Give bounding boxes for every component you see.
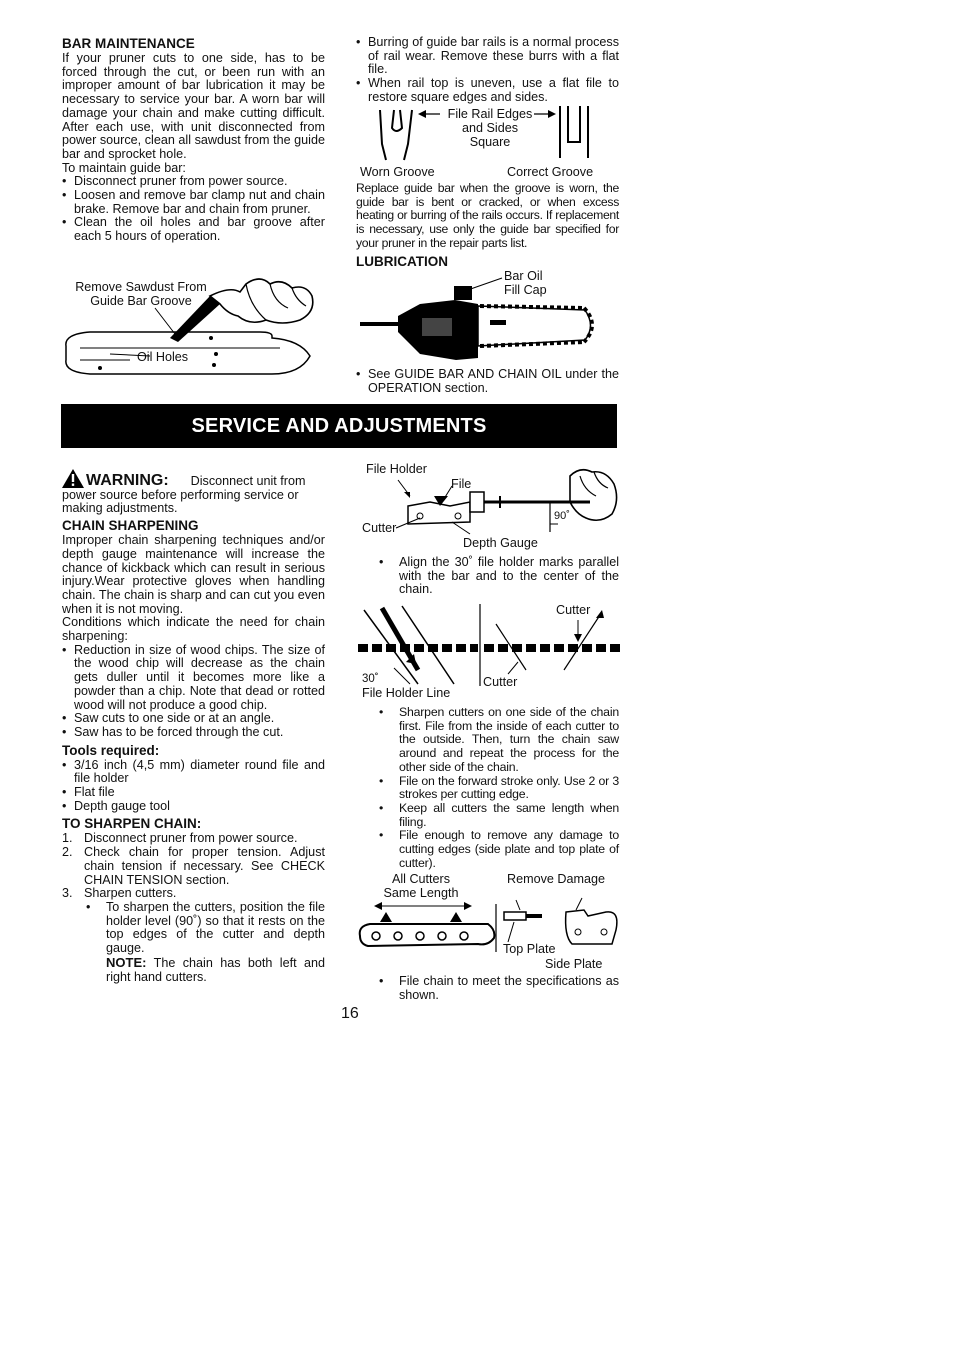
sharpen-chain-heading: TO SHARPEN CHAIN:: [62, 816, 202, 832]
fig-label-side-plate: Side Plate: [545, 957, 603, 971]
bullet: •: [379, 828, 384, 843]
bar-maintenance-intro: If your pruner cuts to one side, has to be forced through the cut, or been run with an improper amount of bar lubrication it may be necessary to service your bar. A worn bar will damage your chain and make cutting difficult. After each use, with unit disconnected from power source, clean all sawdust from the guide bar and sprocket hole.: [62, 51, 325, 161]
guide-bar-cleaning-illustration: [60, 266, 320, 388]
fig-label-line: All Cutters: [391, 872, 451, 886]
list-item: • Depth gauge tool: [62, 800, 325, 814]
sharpen-sub-list: [62, 901, 325, 984]
bullet: •: [379, 773, 384, 788]
fig-label-worn-groove: Worn Groove: [360, 165, 435, 179]
list-item: • Loosen and remove bar clamp nut and chain brake. Remove bar and chain from pruner.: [62, 189, 325, 216]
list-item: • When rail top is uneven, use a flat file to restore square edges and sides.: [356, 77, 619, 104]
fig-label-line: Guide Bar Groove: [90, 294, 192, 308]
list-item: [379, 705, 619, 775]
final-item-text: File chain to meet the specifications as shown.: [399, 974, 619, 1002]
lubrication-note: [356, 368, 619, 395]
replace-guide-bar-text: Replace guide bar when the groove is worn, the guide bar is bent or cracked, or when excess heating or burring of the rails occurs. If replacement is necessary, use only the guide bar specified for your pruner in the repair parts list.: [356, 181, 619, 250]
replace-guide-bar-section: [356, 182, 619, 270]
sharpen-steps: [62, 832, 325, 901]
lubrication-illustration: [360, 270, 600, 366]
list-item: • Burring of guide bar rails is a normal process of rail wear. Remove these burrs with a flat file.: [356, 36, 619, 77]
tools-list: [62, 759, 325, 814]
fig-label-cutter-bottom: Cutter: [483, 675, 518, 689]
bullet: •: [86, 899, 91, 914]
step-text: Check chain for proper tension. Adjust chain tension if necessary. See CHECK CHAIN TENSION section.: [84, 845, 325, 887]
bar-maintenance-heading: BAR MAINTENANCE: [62, 36, 195, 51]
page-number: 16: [341, 1005, 359, 1022]
list-item: [379, 828, 619, 870]
note-item: [106, 956, 325, 984]
list-item: • Saw cuts to one side or at an angle.: [62, 712, 325, 726]
list-item: [379, 555, 619, 597]
fig-label-line: Bar Oil: [504, 269, 543, 283]
bar-maintenance-section: [62, 36, 325, 244]
align-item-text: Align the 30˚ file holder marks parallel with the bar and to the center of the chain.: [399, 555, 619, 597]
list-item: • Disconnect pruner from power source.: [62, 175, 325, 189]
step-number: 3.: [62, 886, 73, 901]
step-number: 1.: [62, 831, 73, 846]
note-text: The chain has both left and right hand cutters.: [106, 955, 325, 984]
sub-item-text: To sharpen the cutters, position the file holder level (90˚) so that it rests on the top edges of the cutter and depth gauge.: [106, 899, 325, 956]
list-item: [86, 899, 325, 956]
fig-label-line: Remove Sawdust From: [75, 280, 207, 294]
fig-label-line: Same Length: [383, 886, 459, 900]
fig-label-file-holder-line: File Holder Line: [362, 686, 451, 700]
fig-label-30-degrees: 30˚: [362, 673, 379, 685]
bullet: •: [379, 555, 384, 569]
chain-sharpening-heading: CHAIN SHARPENING: [62, 518, 199, 534]
fig-label-file: File: [451, 477, 472, 491]
step-text: Sharpen cutters.: [84, 886, 177, 901]
sharpening-tips-list: [356, 706, 619, 870]
lubrication-heading: LUBRICATION: [356, 253, 448, 269]
tip-text: File enough to remove any damage to cutting edges (side plate and top plate of cutter).: [399, 828, 619, 870]
list-item: • See GUIDE BAR AND CHAIN OIL under the OPERATION section.: [356, 368, 619, 395]
list-item: [379, 773, 619, 802]
chain-sharpening-list: [62, 644, 325, 740]
step-number: 2.: [62, 845, 73, 860]
list-item: [379, 974, 619, 1002]
list-item: • Clean the oil holes and bar groove after each 5 hours of operation.: [62, 216, 325, 243]
list-item: • 3/16 inch (4,5 mm) diameter round file and file holder: [62, 759, 325, 786]
list-item: • Reduction in size of wood chips. The size of the wood chip will decrease as the chain gets duller until it becomes more like a powder than a chip. Note that dead or rotted wood will not produce a good chip.: [62, 644, 325, 713]
banner-title: SERVICE AND ADJUSTMENTS: [191, 414, 487, 437]
warning-block: [62, 466, 325, 489]
list-item: [379, 800, 619, 829]
chain-sharpening-intro: Improper chain sharpening techniques and/or depth gauge maintenance will increase the chance of kickback which can result in serious injury.Wear protective gloves when handling chain. The chain is sharp and can cut you even when it is not moving.: [62, 533, 326, 616]
fig-label-top-plate: Top Plate: [503, 942, 556, 956]
warning-text: power source before performing service or making adjustments.: [62, 487, 299, 516]
fig-label-line: File Rail Edges: [447, 107, 533, 121]
fig-label-cutter-top: Cutter: [556, 603, 591, 617]
rails-list: [356, 36, 619, 105]
step-text: Disconnect pruner from power source.: [84, 831, 298, 846]
list-item: • Saw has to be forced through the cut.: [62, 726, 325, 740]
tip-text: File on the forward stroke only. Use 2 or 3 strokes per cutting edge.: [399, 773, 619, 802]
step-item: [62, 846, 325, 887]
lubrication-list: [356, 368, 619, 395]
sharpening-tips: [356, 706, 619, 870]
fig-label-file-holder: File Holder: [366, 462, 427, 476]
step-item: [62, 832, 325, 846]
file-holder-line-illustration: [358, 604, 620, 686]
bullet: •: [379, 974, 384, 988]
note-label: NOTE:: [106, 954, 147, 970]
bar-maintenance-list: [62, 175, 325, 244]
cutters-illustration: [358, 896, 620, 958]
fig-label-correct-groove: Correct Groove: [507, 165, 594, 179]
final-note: [356, 975, 619, 1002]
tip-text: Keep all cutters the same length when filing.: [399, 800, 619, 829]
align-list: [356, 556, 619, 597]
warning-label: WARNING:: [86, 472, 169, 489]
rails-section: [356, 36, 619, 105]
fig-label-line: and Sides: [461, 121, 518, 135]
tools-required-heading: Tools required:: [62, 742, 160, 758]
fig-label-cutter: Cutter: [362, 521, 397, 535]
chain-sharpening-conditions: Conditions which indicate the need for chain sharpening:: [62, 615, 325, 644]
fig-label-oil-holes: Oil Holes: [137, 350, 189, 364]
fig-label-line: Square: [469, 135, 511, 149]
file-holder-illustration: [380, 462, 620, 550]
section-banner: [61, 404, 617, 448]
warning-and-sharpening-section: [62, 466, 325, 984]
maintain-guide-bar-text: To maintain guide bar:: [62, 160, 186, 175]
fig-label-file-rail: [440, 107, 540, 149]
fig-label-90-degrees: 90˚: [554, 510, 570, 522]
bullet: •: [379, 800, 384, 815]
fig-label-line: Fill Cap: [504, 283, 547, 297]
tip-text: Sharpen cutters on one side of the chain first. File from the inside of each cutter to the outside. Then, turn the chain saw around and repeat the process for the other side of the chain.: [399, 705, 619, 774]
final-list: [356, 975, 619, 1002]
align-note: [356, 556, 619, 597]
fig-label-depth-gauge: Depth Gauge: [463, 536, 538, 550]
warning-triangle-icon: [62, 469, 84, 488]
step-item: [62, 887, 325, 901]
fig-label-remove-damage: Remove Damage: [507, 872, 605, 886]
bullet: •: [379, 705, 384, 719]
warning-text-first: Disconnect unit from: [190, 474, 306, 488]
list-item: • Flat file: [62, 786, 325, 800]
